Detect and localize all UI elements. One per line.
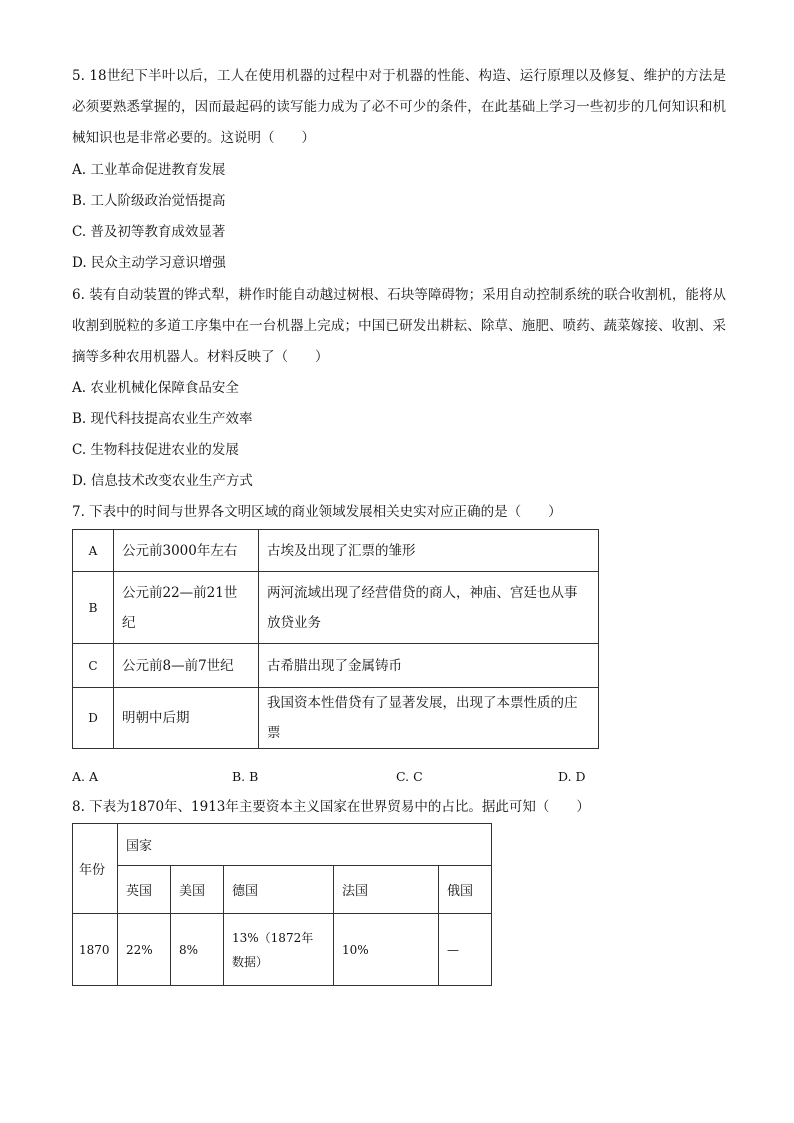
question-7-answer-c[interactable]: C. C [396,769,423,784]
question-6-option-a[interactable]: A. 农业机械化保障食品安全 [72,380,239,396]
share-cell: 13%（1872年数据） [224,914,334,986]
country-name: 美国 [171,866,224,914]
table-row [73,688,599,749]
year-cell: 1870 [73,914,118,986]
country-name: 德国 [224,866,334,914]
row-time: 公元前3000年左右 [114,530,259,572]
row-time: 公元前8—前7世纪 [114,644,259,688]
share-cell: 10% [334,914,439,986]
question-5-option-c[interactable]: C. 普及初等教育成效显著 [72,224,226,240]
question-5-option-d[interactable]: D. 民众主动学习意识增强 [72,255,226,271]
country-name: 英国 [118,866,171,914]
table-row [73,914,492,986]
row-label: C [73,644,114,688]
question-5-option-a[interactable]: A. 工业革命促进教育发展 [72,162,226,178]
share-cell: 22% [118,914,171,986]
question-6-option-d[interactable]: D. 信息技术改变农业生产方式 [72,473,253,489]
question-6-option-b[interactable]: B. 现代科技提高农业生产效率 [72,411,253,427]
row-fact: 两河流域出现了经营借贷的商人，神庙、宫廷也从事放贷业务 [259,572,599,644]
row-time: 公元前22—前21世纪 [114,572,259,644]
country-header: 国家 [118,824,492,866]
row-fact: 古埃及出现了汇票的雏形 [259,530,599,572]
country-name: 俄国 [439,866,492,914]
row-fact: 古希腊出现了金属铸币 [259,644,599,688]
share-cell: — [439,914,492,986]
row-label: B [73,572,114,644]
question-6-stem: 6. 装有自动装置的铧式犁，耕作时能自动越过树根、石块等障碍物；采用自动控制系统的联合收割机，能将从收割到脱粒的多道工序集中在一台机器上完成；中国已研发出耕耘、除草、施肥、喷药、蔬菜嫁接、收割、采摘等多种农用机器人。材料反映了（ ） [72,287,726,365]
question-7-answer-d[interactable]: D. D [558,769,586,784]
question-7-table [72,529,599,749]
question-6-option-c[interactable]: C. 生物科技促进农业的发展 [72,442,239,458]
question-8-table [72,823,492,986]
country-name: 法国 [334,866,439,914]
table-row [73,530,599,572]
row-label: A [73,530,114,572]
year-header: 年份 [73,824,118,914]
row-time: 明朝中后期 [114,688,259,749]
table-row [73,644,599,688]
table-row [73,572,599,644]
question-7-stem: 7. 下表中的时间与世界各文明区域的商业领域发展相关史实对应正确的是（ ） [72,504,562,520]
row-label: D [73,688,114,749]
share-cell: 8% [171,914,224,986]
table-header-row [73,824,492,866]
row-fact: 我国资本性借贷有了显著发展，出现了本票性质的庄票 [259,688,599,749]
question-5-option-b[interactable]: B. 工人阶级政治觉悟提高 [72,193,226,209]
question-7-answer-a[interactable]: A. A [72,769,99,784]
table-header-row [73,866,492,914]
question-5-stem: 5. 18世纪下半叶以后，工人在使用机器的过程中对于机器的性能、构造、运行原理以及修复、维护的方法是必须要熟悉掌握的，因而最起码的读写能力成为了必不可少的条件，在此基础上学习一些初步的几何知识和机械知识也是非常必要的。这说明（ ） [72,68,726,146]
question-8-stem: 8. 下表为1870年、1913年主要资本主义国家在世界贸易中的占比。据此可知（ ） [72,799,590,815]
question-7-answer-b[interactable]: B. B [232,769,259,784]
